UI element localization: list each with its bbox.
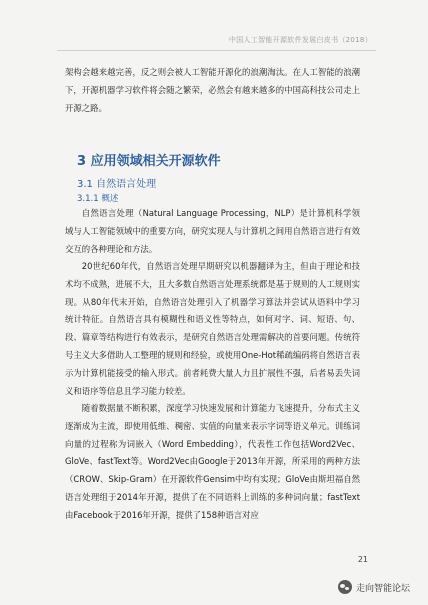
paragraph-intro: 架构会越来越完善，反之则会被人工智能开源化的浪潮淘汰。在人工智能的浪潮下，开源机器学习软件将会随之繁荣，必然会有越来越多的中国高科技公司走上开源之路。 [65, 67, 360, 113]
paragraph-nlp-definition: 自然语言处理（Natural Language Processing，NLP）是计算机科学领域与人工智能领域中的重要方向，研究实现人与计算机之间用自然语言进行有效交互的各种理论和方法。 [65, 208, 360, 254]
subsection-heading: 3.1 自然语言处理 [77, 179, 157, 190]
page-number: 21 [357, 555, 368, 564]
subsubsection-heading: 3.1.1 概述 [77, 194, 119, 204]
section-heading: 3 应用领域相关开源软件 [77, 154, 221, 169]
watermark [338, 580, 410, 594]
paragraph-word-embedding: 随着数据量不断积累，深度学习快速发展和计算能力飞速提升，分布式主义逐渐成为主流，即使用低维、稠密、实值的向量来表示字词等语义单元。训练词向量的过程称为词嵌入（Word Embedding），代表性工作包括Word2Vec、GloVe、fastText等。Word2Vec由Google于2013年开源，所采用的两种方法（CROW、Skip-Gram）在开源软件Gensim中均有实现；GloVe由斯坦福自然语言处理组于2014年开源，提供了在不同语料上训练的多种词向量；fastText由Facebook于2016年开源，提供了158种语言对应 [65, 403, 360, 520]
wechat-icon [338, 580, 352, 594]
watermark-text: 走向智能论坛 [355, 583, 410, 594]
running-header: 中国人工智能开源软件发展白皮书（2018） [228, 36, 372, 44]
header-rule [57, 50, 376, 51]
paragraph-nlp-history: 20世纪60年代，自然语言处理早期研究以机器翻译为主，但由于理论和技术均不成熟，进展不大，且大多数自然语言处理系统都是基于规则的人工规则实现。从80年代末开始，自然语言处理引入了机器学习算法并尝试从语料中学习统计特征。自然语言具有模糊性和语义性等特点，如何对字、词、短语、句、段、篇章等结构进行有效表示，是研究自然语言处理需解决的首要问题。传统符号主义大多借助人工整理的规则和经验，或使用One-Hot稀疏编码将自然语言表示为计算机能接受的输入形式。前者耗费大量人力且扩展性不强，后者易丢失词义和语序等信息且学习能力较差。 [65, 261, 360, 396]
